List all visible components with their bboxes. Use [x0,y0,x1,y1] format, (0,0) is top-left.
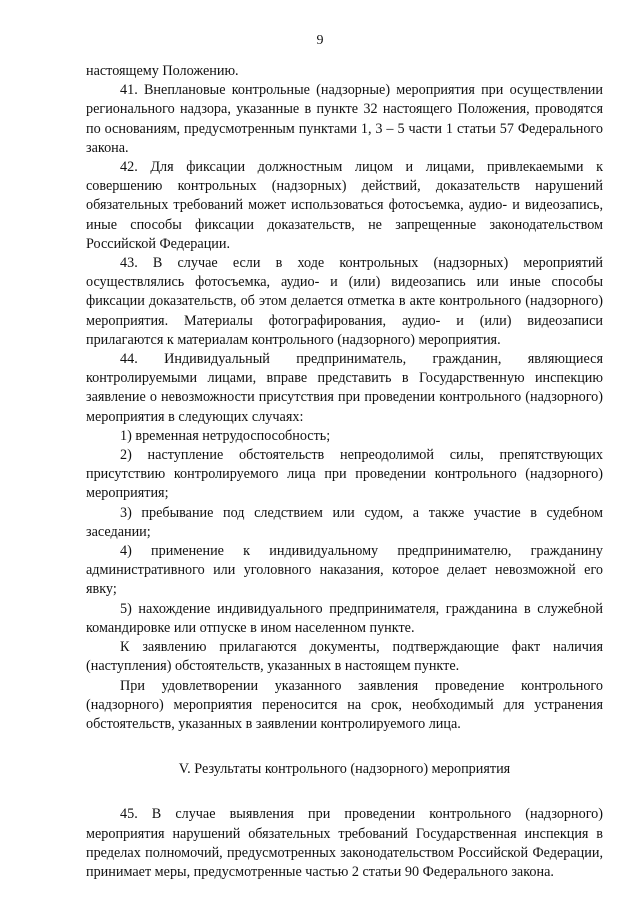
list-item: 5) нахождение индивидуального предпринимателя, гражданина в служебной командировке или отпуске в ином населенном пункте. [86,600,603,636]
paragraph: 41. Внеплановые контрольные (надзорные) мероприятия при осуществлении регионального надзора, указанные в пункте 32 настоящего Положения, проводятся по основаниям, предусмотренным пунктами 1, 3 – 5 части 1 статьи 57 Федерального закона. [86,82,603,156]
paragraph: 44. Индивидуальный предприниматель, гражданин, являющиеся контролируемыми лицами, вправе представить в Государственную инспекцию заявление о невозможности присутствия при проведении контрольного (надзорного) мероприятия в следующих случаях: [86,351,603,425]
list-item: 4) применение к индивидуальному предпринимателю, гражданину административного или уголовного наказания, которое делает невозможной его явку; [86,543,603,598]
list-item: 1) временная нетрудоспособность; [120,427,331,444]
page-number: 9 [316,33,324,48]
paragraph: 43. В случае если в ходе контрольных (надзорных) мероприятий осуществлялись фотосъемка, аудио- и (или) видеозапись или иные способы фиксации доказательств, об этом делается отметка в акте контрольного (надзорного) мероприятия. Материалы фотографирования, аудио- и (или) видеозаписи прилагаются к материалам контрольного (надзорного) мероприятия. [86,255,603,348]
section-heading: V. Результаты контрольного (надзорного) мероприятия [178,761,511,778]
paragraph: 45. В случае выявления при проведении контрольного (надзорного) мероприятия нарушений обязательных требований Государственная инспекция в пределах полномочий, предусмотренных законодательством Российской Федерации, принимает меры, предусмотренные частью 2 статьи 90 Федерального закона. [86,806,603,880]
list-item: 2) наступление обстоятельств непреодолимой силы, препятствующих присутствию контролируемого лица при проведении контрольного (надзорного) мероприятия; [86,447,603,502]
paragraph: К заявлению прилагаются документы, подтверждающие факт наличия (наступления) обстоятельств, указанных в настоящем пункте. [86,639,603,675]
paragraph: 42. Для фиксации должностным лицом и лицами, привлекаемыми к совершению контрольных (надзорных) действий, доказательств нарушений обязательных требований может использоваться фотосъемка, аудио- и видеозапись, иные способы фиксации доказательств, не запрещенные законодательством Российской Федерации. [86,159,603,252]
document-body [86,62,603,882]
list-item: 3) пребывание под следствием или судом, а также участие в судебном заседании; [86,504,603,540]
paragraph: настоящему Положению. [86,63,239,79]
paragraph: При удовлетворении указанного заявления проведение контрольного (надзорного) мероприятия переносится на срок, необходимый для устранения обстоятельств, указанных в заявлении контролируемого лица. [86,677,603,732]
